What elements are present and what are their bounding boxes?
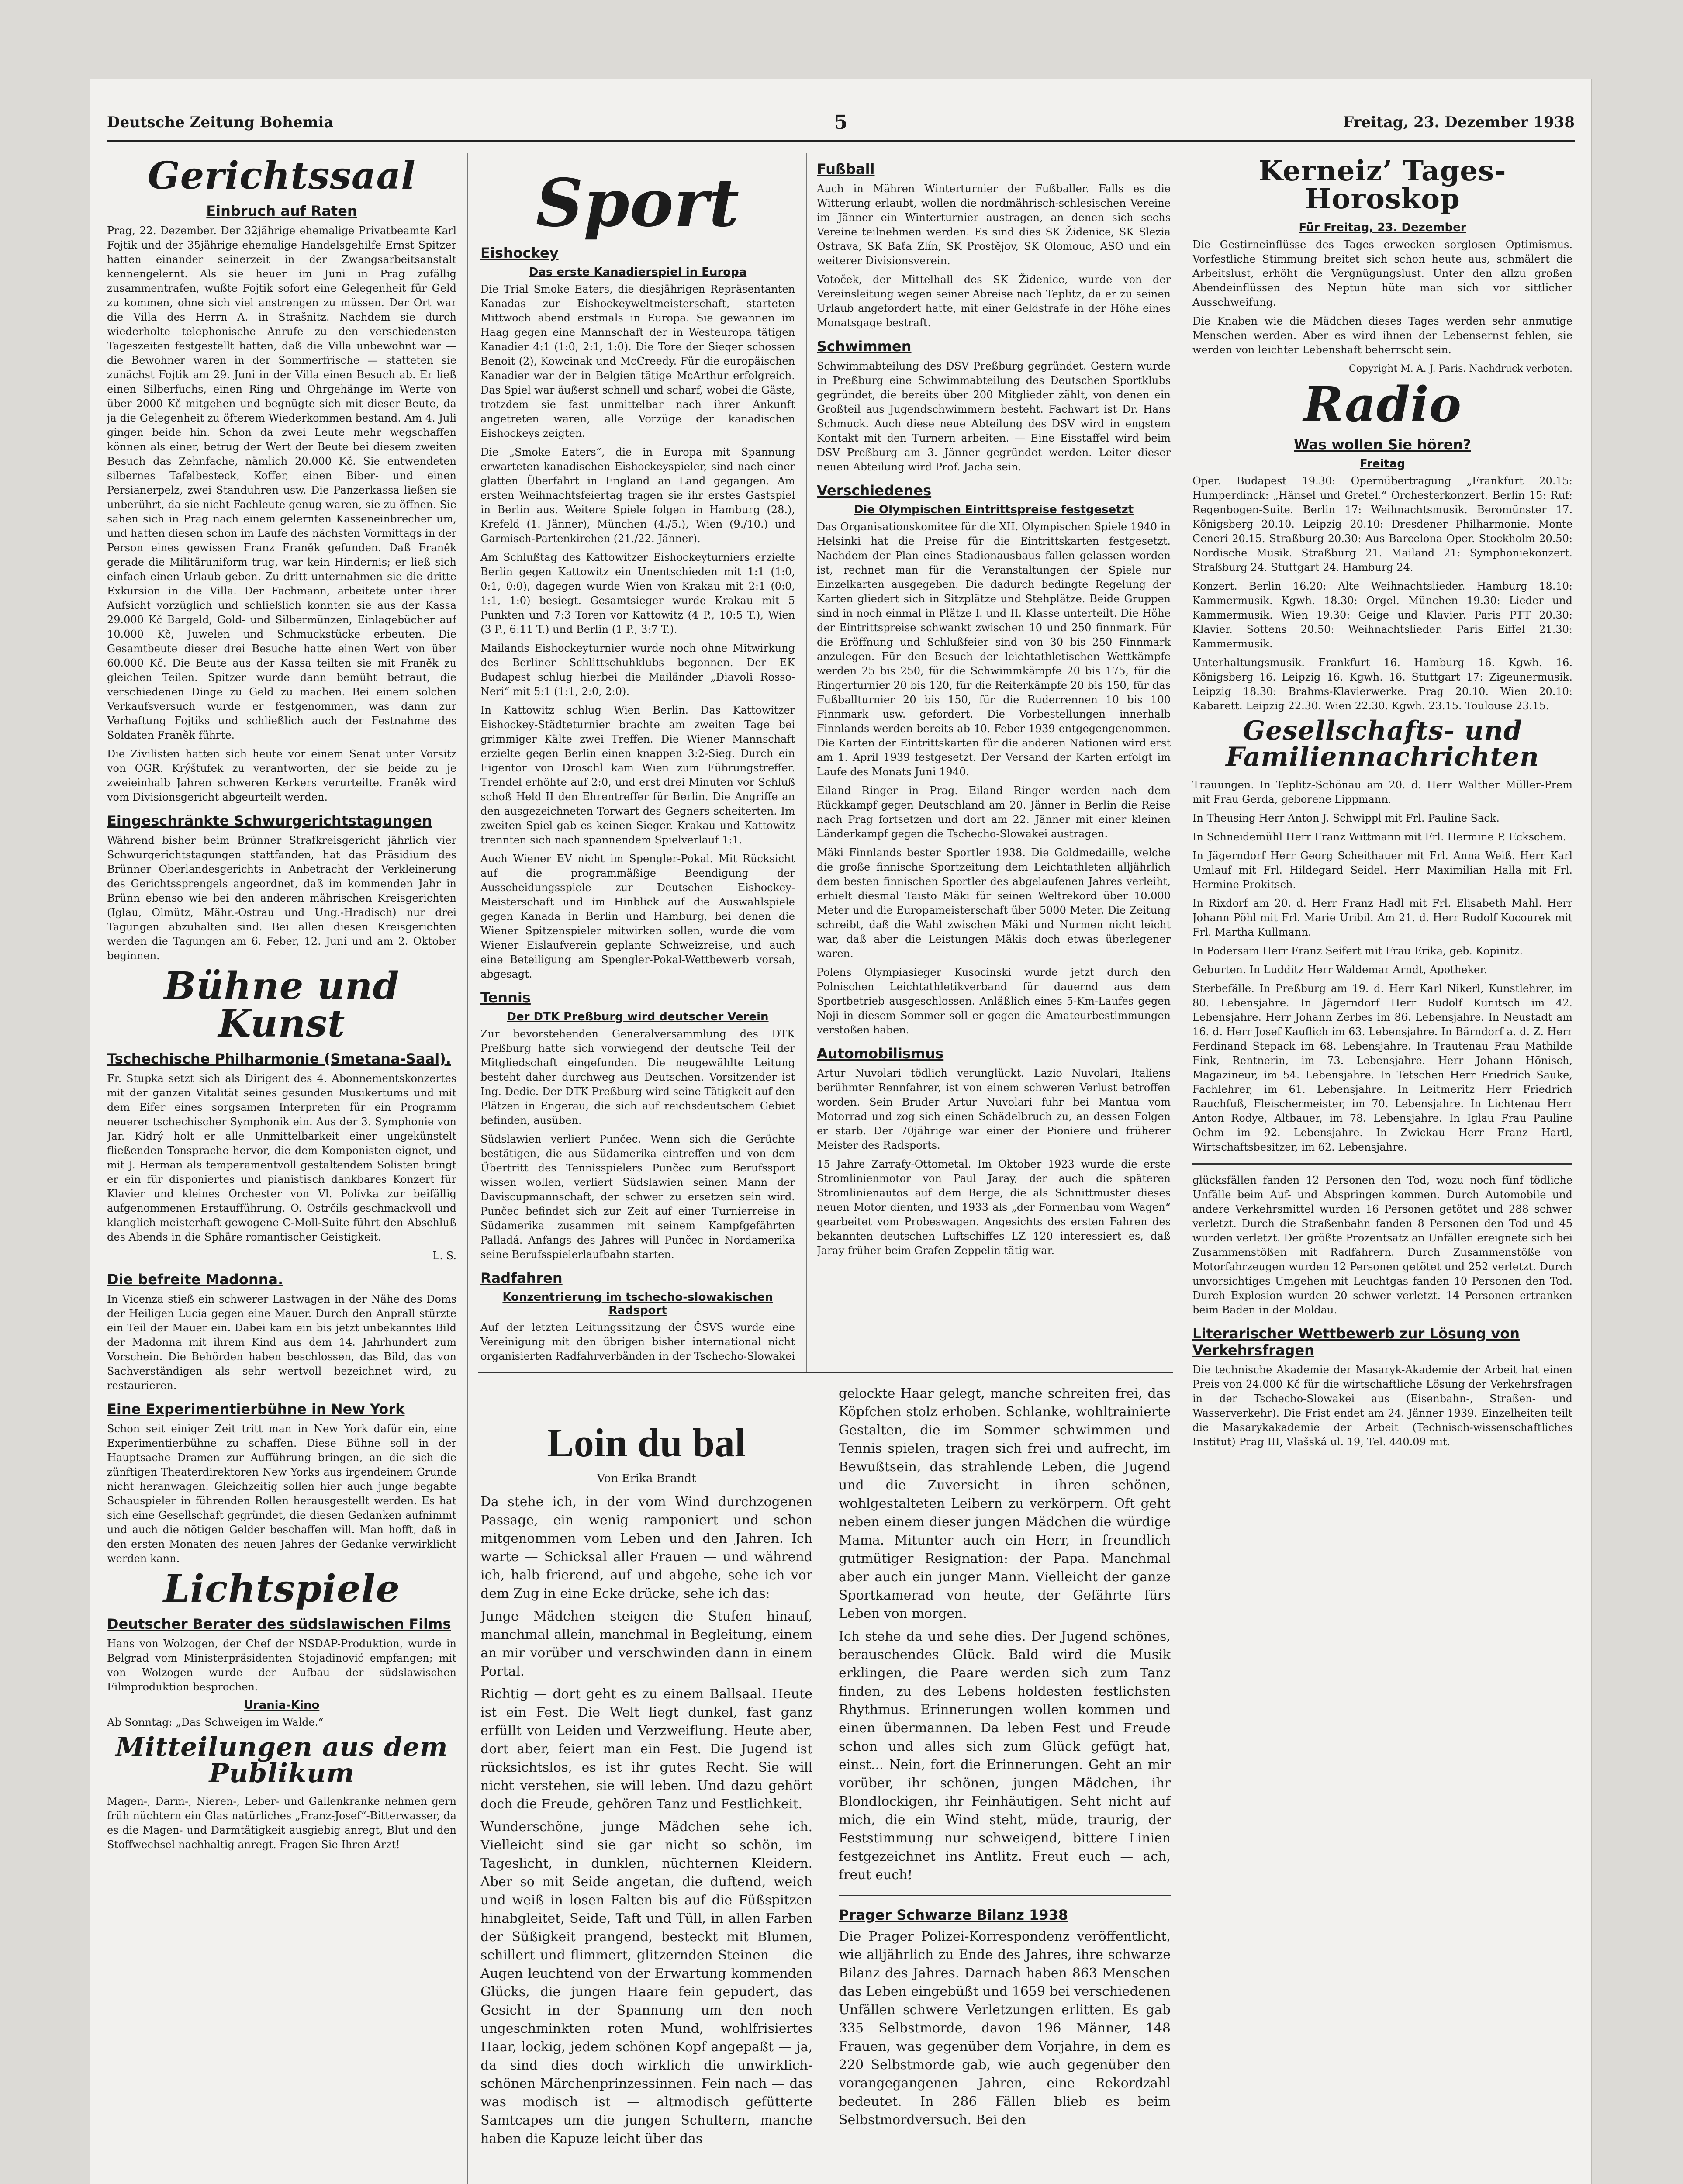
article-headline: Eine Experimentierbühne in New York: [107, 1401, 405, 1417]
section-title-public: Mitteilungen aus dem Publikum: [115, 1732, 448, 1789]
feuilleton-text: Junge Mädchen steigen die Stufen hinauf, manchmal allein, manchmal in Begleitung, einem an mir vorüber und verschwinden dann in einem Portal.: [480, 1609, 812, 1679]
article-text: Magen-, Darm-, Nieren-, Leber- und Gallenkranke nehmen gern früh nüchtern ein Glas natürliches „Franz-Josef“-Bitterwasser, da es die Magen- und Darmtätigkeit ausgiebig anregt, Blut und den Stoffwechsel nachhaltig anregt. Fragen Sie Ihren Arzt!: [107, 1795, 456, 1851]
article-headline: Was wollen Sie hören?: [1294, 436, 1471, 453]
article-headline: Prager Schwarze Bilanz 1938: [839, 1907, 1068, 1923]
section-title-society: Gesellschafts- und Familiennachrichten: [1226, 715, 1539, 772]
page-number: 5: [834, 111, 848, 134]
notice-text: Sterbefälle. In Preßburg am 19. d. Herr Karl Nikerl, Kunstlehrer, im 80. Lebensjahre. In Jägerndorf Herr Rudolf Kunitsch im 42. Lebensjahre. Herr Johann Zerbes im 86. Lebensjahre. In Neustadt am 16. d. Herr Josef Kauflich im 63. Lebensjahre. In Bärndorf a. d. Z. Herr Ferdinand Stepack im 68. Lebensjahre. In Trautenau Frau Mathilde Fink, Rentnerin, im 73. Lebensjahre. Herr Johann Hönisch, Magazineur, im 54. Lebensjahre. In Tetschen Herr Friedrich Sauke, Fachlehrer, im 61. Lebensjahre. In Leitmeritz Herr Friedrich Rauchfuß, Fleischermeister, im 70. Lebensjahre. In Lichtenau Herr Anton Rodye, Altbauer, im 78. Lebensjahre. In Iglau Frau Pauline Oehm im 92. Lebensjahre. In Zwickau Herr Franz Hartl, Wirtschaftsbesitzer, im 62. Lebensjahre.: [1192, 982, 1572, 1153]
feuilleton-column-left: [480, 1385, 812, 2184]
article-headline: Einbruch auf Raten: [206, 203, 357, 219]
article-headline: Das erste Kanadierspiel in Europa: [529, 266, 747, 279]
article-headline: Die befreite Madonna.: [107, 1271, 283, 1288]
article-text: In Vicenza stieß ein schwerer Lastwagen in der Nähe des Doms der Heiligen Lucia gegen eine Mauer. Durch den Anprall stürzte ein Teil der Mauer ein. Dabei kam ein bis jetzt unbekanntes Bild der Madonna mit ihrem Kind aus dem 14. Jahrhundert zum Vorschein. Die Behörden haben beschlossen, das Bild, das von Sachverständigen als sehr wertvoll bezeichnet wird, zu restaurieren.: [107, 1293, 456, 1392]
subsection-title: Radfahren: [480, 1270, 563, 1286]
radio-listing: Oper. Budapest 19.30: Opernübertragung „Frankfurt 20.15: Humperdinck: „Hänsel und Gretel.“ Orchesterkonzert. Berlin 15: Ruf: Regenbogen-Suite. Berlin 17: Weihnachtsmusik. Beromünster 17. Königsberg 20.10. Leipzig 20.10: Dresdener Philharmonie. Monte Ceneri 20.15. Straßburg 20.30: Aus Barcelona Oper. Stockholm 20.50: Nordische Musik. Straßburg 21. Mailand 21: Symphoniekonzert. Straßburg 24. Stuttgart 24. Hamburg 24.: [1192, 475, 1572, 574]
section-title-horoscope: Kerneiz’ Tages-Horoskop: [1258, 155, 1507, 215]
article-headline: Tschechische Philharmonie (Smetana-Saal).: [107, 1051, 451, 1067]
notice-text: In Rixdorf am 20. d. Herr Franz Hadl mit Frl. Elisabeth Mahl. Herr Johann Pöhl mit Frl. Marie Uribil. Am 21. d. Herr Rudolf Kocourek mit Frl. Martha Kullmann.: [1192, 897, 1572, 938]
subsection-title: Automobilismus: [817, 1045, 944, 1062]
article-text: 15 Jahre Zarrafy-Ottometal. Im Oktober 1923 wurde die erste Stromlinienmotor von Paul Jaray, der auch die späteren Stromlinienautos auf dem Berge, die als Schnittmuster dieses neuen Motor dienten, und 1933 als „der Formenbau vom Wagen“ gearbeitet vom Probeswagen. Angesichts des ersten Fahren des bekannten deutschen Luftschiffes LZ 120 interessiert es, daß Jaray früher beim Grafen Zeppelin tätig war.: [817, 1158, 1171, 1257]
section-title-film: Lichtspiele: [163, 1567, 401, 1611]
section-title-court: Gerichtssaal: [148, 154, 416, 198]
article-headline: Die Olympischen Eintrittspreise festgesetzt: [854, 503, 1134, 516]
article-text: Mailands Eishockeyturnier wurde noch ohne Mitwirkung des Berliner Schlittschuhklubs begonnen. Der EK Budapest schlug hierbei die Mailänder „Diavoli Rosso-Neri“ mit 5:1 (1:1, 2:0, 2:0).: [480, 642, 795, 698]
article-text: Artur Nuvolari tödlich verunglückt. Lazio Nuvolari, Italiens berühmter Rennfahrer, ist von einem schweren Verlust betroffen worden. Sein Bruder Artur Nuvolari fuhr bei Mantua vom Motorrad und zog sich einen Schädelbruch zu, an dessen Folgen er starb. Der 70jährige war einer der Pioniere und früherer Meister des Radsports.: [817, 1067, 1171, 1151]
section-title-sport: Sport: [536, 165, 740, 242]
article-rule: [839, 1895, 1171, 1896]
notice-text: In Podersam Herr Franz Seifert mit Frau Erika, geb. Kopinitz.: [1192, 945, 1523, 957]
article-text: Auf der letzten Leitungssitzung der ČSVS wurde eine Vereinigung mit den übrigen bisher international nicht organisierten Radfahrverbänden in der Tschecho-Slowakei: [480, 1321, 795, 1362]
column-horoscope-radio: [1192, 153, 1572, 2184]
feuilleton-text: Ich stehe da und sehe dies. Der Jugend schönes, berauschendes Glück. Bald wird die Musik erklingen, die Paare werden sich zum Tanz finden, zu des Lebens holdesten festlichsten Rhythmus. Erinnerungen wollen kommen und einen übermannen. Da leben Fest und Freude schon und alles sich zum Glück gefügt hat, einst... Nein, fort die Erinnerungen. Geht an mir vorüber, ihr schönen, jungen Mädchen, ihr Blondlockigen, ihr Feinhäutigen. Seht nicht auf mich, die ein Wind steht, müde, traurig, der Feststimmung nur schweigend, bittere Linien festgezeichnet ins Antlitz. Freut euch — ach, freut euch!: [839, 1629, 1171, 1883]
column-rule: [467, 153, 468, 2184]
feuilleton-rule: [478, 1372, 1173, 1373]
subsection-title: Eishockey: [480, 245, 559, 261]
article-text: Die Knaben wie die Mädchen dieses Tages werden sehr anmutige Menschen werden. Aber es wird ihnen der Lebensernst fehlen, sie werden von leichter Lebenshaft beherrscht sein.: [1192, 315, 1572, 356]
article-text: Schwimmabteilung des DSV Preßburg gegründet. Gestern wurde in Preßburg eine Schwimmabteilung des Deutschen Sportklubs gegründet, die bereits über 200 Mitglieder zählt, von denen ein Großteil aus Jugendschwimmern besteht. Fachwart ist Dr. Hans Schmuck. Auch diese neue Abteilung des DSV wird in engstem Kontakt mit den Turnern arbeiten. — Eine Eisstaffel wird beim DSV Preßburg am 3. Jänner gegründet werden. Leiter dieser neuen Abteilung wird Prof. Jacha sein.: [817, 360, 1171, 473]
article-headline: Eingeschränkte Schwurgerichtstagungen: [107, 812, 432, 829]
feuilleton-title: Loin du bal: [547, 1420, 746, 1465]
article-text: Auch Wiener EV nicht im Spengler-Pokal. Mit Rücksicht auf die programmäßige Beendigung der Ausscheidungsspiele zur Deutschen Eishockey-Meisterschaft und im Hinblick auf die Auswahlspiele gegen Kanada in Berlin und Hamburg, bei denen die Wiener Spitzenspieler mitwirken sollen, wurde die vom Wiener Eislaufverein geplante Schweizreise, und auch eine Beteiligung am Spengler-Pokal-Wettbewerb vorsah, abgesagt.: [480, 853, 795, 980]
issue-date: Freitag, 23. Dezember 1938: [1343, 114, 1575, 131]
article-text: Südslawien verliert Punčec. Wenn sich die Gerüchte bestätigen, die aus Südamerika eintreffen und von dem Übertritt des Tennisspielers Punčec zum Berufssport wissen wollen, verliert Südslawien seinen Mann der Daviscupmannschaft, der schwer zu ersetzen sein wird. Punčec befindet sich zur Zeit auf einer Turnierreise in Südamerika zusammen mit seinem Kampfgefährten Palladá. Anfangs des Jahres will Punčec in Nordamerika seine Berufsspielerlaufbahn starten.: [480, 1133, 795, 1261]
newspaper-name: Deutsche Zeitung Bohemia: [107, 114, 334, 131]
feuilleton-text: Da stehe ich, in der vom Wind durchzogenen Passage, ein wenig ramponiert und schon mitgenommen vom Leben und den Jahren. Ich warte — Schicksal aller Frauen — und während ich, halb frierend, auf und abgehe, sehe ich vor dem Zug in eine Ecke drücke, sehe ich das:: [480, 1494, 812, 1601]
article-text: Die „Smoke Eaters“, die in Europa mit Spannung erwarteten kanadischen Eishockeyspieler, sind nach einer glatten Überfahrt in England an Land gegangen. Am ersten Weihnachtsfeiertag tragen sie ihr erstes Gastspiel in Berlin aus. Weitere Spiele folgen in Hamburg (28.), Krefeld (1. Jänner), München (4./5.), Wien (9./10.) und Garmisch-Partenkirchen (21./22. Jänner).: [480, 446, 795, 545]
radio-listing: Unterhaltungsmusik. Frankfurt 16. Hamburg 16. Kgwh. 16. Königsberg 16. Leipzig 16. Kgwh. 16. Stuttgart 17: Zigeunermusik. Leipzig 18.30: Brahms-Klavierwerke. Prag 20.10. Wien 20.10: Kabarett. Leipzig 22.30. Wien 22.30. Kgwh. 23.15. Toulouse 23.15.: [1192, 657, 1572, 712]
article-text: Während bisher beim Brünner Strafkreisgericht jährlich vier Schwurgerichtstagungen stattfanden, hat das Präsidium des Brünner Oberlandesgerichts in Anbetracht der Verkleinerung des Gerichtssprengels angeordnet, daß im kommenden Jahr in Brünn ebenso wie bei den anderen mährischen Kreisgerichten (Iglau, Olmütz, Mähr.-Ostrau und Ung.-Hradisch) nur drei Tagungen abzuhalten sind. Bei allen diesen Kreisgerichten werden die Tagungen am 6. Feber, 12. Juni und am 2. Oktober beginnen.: [107, 834, 456, 962]
author-sign: L. S.: [432, 1250, 456, 1262]
article-headline: Deutscher Berater des südslawischen Films: [107, 1616, 451, 1632]
feuilleton-byline: Von Erika Brandt: [597, 1472, 696, 1485]
column-sport-2: [817, 153, 1171, 1363]
article-text: glücksfällen fanden 12 Personen den Tod, wozu noch fünf tödliche Unfälle beim Auf- und Abspringen kommen. Durch Automobile und andere Verkehrsmittel wurden 16 Personen getötet und 288 schwer verletzt. Durch die Straßenbahn fanden 8 Personen den Tod und 45 wurden verletzt. Der größte Prozentsatz an Unfällen ereignete sich bei Zusammenstößen mit Radfahrern. Durch Zusammenstöße von Motorfahrzeugen wurden 12 Personen getötet und 252 verletzt. Durch unvorsichtiges Umgehen mit Leuchtgas fanden 10 Personen den Tod. Durch Explosion wurden 20 schwer verletzt. 14 Personen ertranken beim Baden in der Moldau.: [1192, 1174, 1572, 1316]
notice-text: In Schneidemühl Herr Franz Wittmann mit Frl. Hermine P. Eckschem.: [1192, 831, 1566, 843]
article-text: Ab Sonntag: „Das Schweigen im Walde.“: [107, 1716, 324, 1728]
section-title-radio: Radio: [1303, 376, 1462, 432]
feuilleton-text: gelockte Haar gelegt, manche schreiten frei, das Köpfchen stolz erhoben. Schlanke, wohltrainierte Gestalten, die im Sommer schwimmen und Tennis spielen, tragen sich frei und aufrecht, im Bewußtsein, das strahlende Leben, die Jugend und die Zuversicht in ihren schönen, wohlgestalteten Leibern zu verkörpern. Oft geht neben einem dieser jungen Mädchen die würdige Mama. Mitunter auch ein Herr, in freundlich gutmütiger Resignation: der Papa. Manchmal aber auch ein junger Mann. Vielleicht der ganze Sportkamerad von heute, der Gefährte fürs Leben von morgen.: [839, 1386, 1171, 1621]
section-title-arts: Bühne und Kunst: [164, 964, 400, 1046]
article-headline: Literarischer Wettbewerb zur Lösung von Verkehrsfragen: [1192, 1325, 1520, 1358]
article-text: Die Gestirneinflüsse des Tages erwecken sorglosen Optimismus. Vorfestliche Stimmung breitet sich schon heute aus, schmälert die Arbeitslust, erhöht die Vergnügungslust. Unter den allzu großen Abendeinflüssen des Neptun hüte man sich vor sittlicher Ausschweifung.: [1192, 238, 1572, 308]
article-text: Die Zivilisten hatten sich heute vor einem Senat unter Vorsitz von OGR. Krýštufek zu verantworten, der sie beide zu je zweieinhalb Jahren schweren Kerkers verurteilte. Franěk wird vom Divisionsgericht abgeurteilt werden.: [107, 748, 456, 803]
article-headline: Für Freitag, 23. Dezember: [1299, 221, 1466, 234]
article-text: Hans von Wolzogen, der Chef der NSDAP-Produktion, wurde in Belgrad vom Ministerpräsidenten Stojadinović empfangen; mit von Wolzogen wurde der Aufbau der südslawischen Filmproduktion besprochen.: [107, 1638, 456, 1693]
article-rule: [1192, 1163, 1572, 1165]
article-text: Die Trial Smoke Eaters, die diesjährigen Repräsentanten Kanadas zur Eishockeyweltmeisterschaft, starteten Mittwoch abend erstmals in Europa. Sie gewannen im Haag gegen eine Mannschaft der in Westeuropa tätigen Kanadier 4:1 (1:0, 2:1, 1:0). Die Tore der Sieger schossen Benoit (2), Kowcinak und McCreedy. Für die europäischen Kanadier war der in Belgien tätige McArthur erfolgreich. Das Spiel war äußerst schnell und scharf, wobei die Gäste, trotzdem sie fast unmittelbar nach ihrer Ankunft angetreten waren, alle Vorzüge der kanadischen Eishockeys zeigten.: [480, 283, 795, 439]
subsection-title: Verschiedenes: [817, 482, 932, 499]
article-text: Die technische Akademie der Masaryk-Akademie der Arbeit hat einen Preis von 24.000 Kč für die wirtschaftliche Lösung der Verkehrsfragen in der Tschecho-Slowakei aus (Eisenbahn-, Straßen- und Wasserverkehr). Die Frist endet am 24. Jänner 1939. Einzelheiten teilt die Masarykakademie der Arbeit (Technisch-wissenschaftliches Institut) Prag III, Vlašská ul. 19, Tel. 440.09 mit.: [1192, 1364, 1572, 1448]
article-text: Schon seit einiger Zeit tritt man in New York dafür ein, eine Experimentierbühne zu schaffen. Diese Bühne soll in der Hauptsache Dramen zur Aufführung bringen, an die sich die zünftigen Theaterdirektoren New Yorks aus irgendeinem Grunde nicht heranwagen. Gleichzeitig sollen hier auch junge begabte Schauspieler in führenden Rollen herausgestellt werden. Es hat sich eine Gesellschaft gegründet, die diesen Gedanken aufnimmt und auch die nötigen Gelder beschaffen will. Man hofft, daß in den ersten Monaten des neuen Jahres der Gedanke verwirklicht werden kann.: [107, 1423, 456, 1565]
notice-text: In Jägerndorf Herr Georg Scheithauer mit Frl. Anna Weiß. Herr Karl Umlauf mit Frl. Hildegard Seidel. Herr Maximilian Halla mit Frl. Hermine Prokitsch.: [1192, 850, 1572, 891]
page-header: [107, 105, 1575, 142]
article-text: Eiland Ringer in Prag. Eiland Ringer werden nach dem Rückkampf gegen Deutschland am 20. Jänner in Berlin die Reise nach Prag fortsetzen und dort am 22. Jänner mit einer kleinen Länderkampf gegen die Tschecho-Slowakei austragen.: [817, 784, 1171, 840]
article-text: Zur bevorstehenden Generalversammlung des DTK Preßburg hatte sich vorwiegend der deutsche Teil der Mitgliedschaft eingefunden. Die neugewählte Leitung besteht daher durchweg aus Deutschen. Vorsitzender ist Ing. Dedic. Der DTK Preßburg wird seine Tätigkeit auf den Plätzen in Engerau, die sich auf reichsdeutschem Gebiet befinden, ausüben.: [480, 1028, 795, 1127]
feuilleton-column-right: [839, 1385, 1171, 2184]
feuilleton-text: Wunderschöne, junge Mädchen sehe ich. Vielleicht sind sie gar nicht so schön, im Tageslicht, in dunklen, nüchternen Kleidern. Aber so mit Seide angetan, die duftend, weich und weiß in losen Falten bis auf die Füßspitzen hinabgleitet, Seide, Taft und Tüll, in allen Farben der Süßigkeit prangend, besteckt mit Blumen, schillert und flimmert, glitzernden Steinen — die Augen leuchtend von der Erwartung kommenden Glücks, die jungen Haare fein gepudert, das Gesicht in der Spannung um den noch ungeschminkten roten Mund, wohlfrisiertes Haar, lockig, jedem schönen Kopf angepaßt — ja, da sind dies doch wirklich die unwirklich-schönen Märchenprinzessinnen. Fein nach — das was modisch ist — altmodisch gefütterte Samtcapes um die jungen Schultern, manche haben die Kapuze leicht über das: [480, 1819, 812, 2146]
column-rule: [806, 153, 807, 1372]
article-text: Das Organisationskomitee für die XII. Olympischen Spiele 1940 in Helsinki hat die Preise für die Eintrittskarten festgesetzt. Nachdem der Plan eines Stadionausbaus fallen gelassen worden ist, rechnet man für die Veranstaltungen der Spiele nur Einzelkarten ausgegeben. Die dadurch bedingte Regelung der Karten gliedert sich in Sitzplätze und Stehplätze. Beide Gruppen sind in noch einmal in Plätze I. und II. Klasse unterteilt. Die Höhe der Eintrittspreise schwankt zwischen 10 und 250 finnmark. Für die Eröffnung und Schlußfeier sind von 30 bis 250 Finnmark anzulegen. Für den Besuch der leichtathletischen Wettkämpfe werden 25 bis 250, für die Schwimmkämpfe 20 bis 175, für die Ringerturnier 20 bis 120, für die Reiterkämpfe 20 bis 150, für das Fußballturnier 20 bis 150, für die Ruderrennen 10 bis 100 Finnmark usw. gefordert. Die Vorbestellungen innerhalb Finnlands werden bereits ab 10. Feber 1939 entgegengenommen. Die Karten der Eintrittskarten für die anderen Nationen wird erst am 1. April 1939 festgesetzt. Der Versand der Karten erfolgt im Laufe des Monats Juni 1940.: [817, 521, 1171, 778]
article-text: Fr. Stupka setzt sich als Dirigent des 4. Abonnementskonzertes mit der ganzen Vitalität seines gesunden Musikertums und mit dem Eifer eines sorgsamen Interpreten für ein Programm neuerer tschechischer Symphonik ein. Aus der 3. Symphonie von Jar. Kidrý holt er alle Unmittelbarkeit einer ungekünstelt fließenden Tonsprache hervor, die dem Komponisten eignet, und mit J. Herman als temperamentvoll gestaltendem Solisten bringt er ein für disponiertes und pianistisch dankbares Konzert für Klavier und kleines Orchester von Vl. Polívka zur beifällig aufgenommenen Erstaufführung. O. Ostrčils geschmackvoll und klanglich meisterhaft gewogene C-Moll-Suite führt den Abschluß des Abends in die Sphäre romantischer Geistigkeit.: [107, 1072, 456, 1243]
column-court-arts: [107, 153, 456, 2184]
notice-text: Geburten. In Ludditz Herr Waldemar Arndt, Apotheker.: [1192, 964, 1487, 976]
newspaper-page: [90, 79, 1592, 2184]
notice-text: In Theusing Herr Anton J. Schwippl mit Frl. Pauline Sack.: [1192, 812, 1500, 824]
feuilleton-text: Richtig — dort geht es zu einem Ballsaal. Heute ist ein Fest. Die Welt liegt dunkel, fast ganz erfüllt von Leiden und Verzweiflung. Heute aber, dort aber, feiert man ein Fest. Die Jugend ist rücksichtslos, es ist ihr gutes Recht. Sie will nicht verstehen, sie will leben. Und dazu gehört doch die Freude, gehören Tanz und Festlichkeit.: [480, 1686, 812, 1812]
subsection-title: Schwimmen: [817, 338, 912, 355]
article-headline: Konzentrierung im tschecho-slowakischen Radsport: [502, 1291, 773, 1317]
article-headline: Urania-Kino: [244, 1699, 320, 1712]
subsection-title: Tennis: [480, 989, 531, 1006]
article-text: Die Prager Polizei-Korrespondenz veröffentlicht, wie alljährlich zu Ende des Jahres, ihre schwarze Bilanz des Jahres. Darnach haben 863 Menschen das Leben eingebüßt und 1659 bei verschiedenen Unfällen schwere Verletzungen erlitten. Es gab 335 Selbstmorde, davon 196 Männer, 148 Frauen, was gegenüber dem Vorjahre, in dem es 220 Selbstmorde gab, wie auch gegenüber den vorangegangenen Jahren, eine Rekordzahl bedeutet. In 286 Fällen blieb es beim Selbstmordversuch. Bei den: [839, 1929, 1171, 2128]
article-headline: Der DTK Preßburg wird deutscher Verein: [507, 1010, 769, 1023]
copyright-note: Copyright M. A. J. Paris. Nachdruck verboten.: [1348, 363, 1572, 374]
article-text: Mäki Finnlands bester Sportler 1938. Die Goldmedaille, welche die große finnische Sportzeitung dem Leichtathleten alljährlich dem besten finnischen Sportler des abgelaufenen Jahres verleiht, erhielt diesmal Taisto Mäki für seinen Weltrekord über 10.000 Meter und die Europameisterschaft über 5000 Meter. Die Zeitung schreibt, daß die Wahl zwischen Mäki und Nurmen nicht leicht war, daß aber die Leistungen Mäkis doch etwas überlegener waren.: [817, 847, 1171, 960]
article-text: Am Schlußtag des Kattowitzer Eishockeyturniers erzielte Berlin gegen Kattowitz ein Unentschieden mit 1:1 (1:0, 0:1, 0:0), dagegen wurde Wien von Krakau mit 2:1 (0:0, 1:1, 1:0) besiegt. Gesamtsieger wurde Krakau mit 5 Punkten und 7:3 Toren vor Kattowitz (4 P., 10:5 T.), Wien (3 P., 6:11 T.) und Berlin (1 P., 3:7 T.).: [480, 551, 795, 636]
article-text: Polens Olympiasieger Kusocinski wurde jetzt durch den Polnischen Leichtathletikverband für dauernd aus dem Sportbetrieb ausgeschlossen. Anläßlich eines 5-Km-Laufes gegen Noji in diesem Sommer soll er gegen die Amateurbestimmungen verstoßen haben.: [817, 966, 1171, 1036]
feuilleton: [480, 1385, 1171, 2184]
column-sport: [480, 153, 795, 1363]
article-text: Votoček, der Mittelhall des SK Židenice, wurde von der Vereinsleitung wegen seiner Abreise nach Teplitz, da er zu seinen Urlaub angefordert hatte, mit einer Geldstrafe in der Höhe eines Monatsgage bestraft.: [817, 273, 1171, 329]
article-text: Prag, 22. Dezember. Der 32jährige ehemalige Privatbeamte Karl Fojtik und der 35jährige ehemalige Handelsgehilfe Ernst Spitzer hatten einander seinerzeit in der Zwangsarbeitsanstalt kennengelernt. Als sie heuer im Juni in Prag zufällig zusammentrafen, wußte Fojtik sofort eine Gelegenheit für Geld zu kommen, ohne sich viel anstrengen zu müssen. Der Ort war die Villa des Herrn A. in Strašnitz. Nachdem sie durch wiederholte telephonische Anrufe zu den verschiedensten Tageszeiten festgestellt hatten, daß die Villa unbewohnt war — die Bewohner waren in der Sommerfrische — statteten sie zunächst Fojtik am 29. Juni in der Villa einen Besuch ab. Er ließ einen Silberfuchs, einen Ring und Ohrgehänge im Werte von über 2000 Kč mitgehen und begnügte sich mit dieser Beute, da ja die Gelegenheit zu öfterem Wiederkommen bestand. Am 4. Juli gingen beide hin. Schon da zwei Leute mehr wegschaffen können als einer, betrug der Wert der Beute bei diesem zweiten Besuch das Zehnfache, nämlich 20.000 Kč. Sie entwendeten silbernes Tafelbesteck, Koffer, einen Biber- und einen Persianerpelz, zwei Standuhren usw. Die Panzerkassa ließen sie unberührt, da sie nicht Fachleute genug waren, sie zu öffnen. Sie sahen sich in Prag nach einem gelernten Kasseneinbrecher um, und hatten diesen schon im Laufe des nächsten Vormittags in der Person eines gewissen Franz Franěk gefunden. Daß Franěk gerade die Militäruniform trug, war kein Hindernis; er ließ sich einfach einen Urlaub geben. Zu dritt unternahmen sie die dritte Exkursion in die Villa. Der Fachmann, arbeitete unter ihrer Aufsicht vorzüglich und schließlich konnten sie aus der Kassa 29.000 Kč Bargeld, Gold- und Silbermünzen, Einlagebücher auf 10.000 Kč, Juwelen und Schmuckstücke erbeuten. Die Gesamtbeute dieser drei Besuche hatte einen Wert von über 60.000 Kč. Die Beute aus der Kassa teilten sie mit Franěk zu gleichen Teilen. Spitzer wurde dann bemüht betraut, die verschiedenen Dinge zu Geld zu machen. Bei einem solchen Verkaufsversuch wurde er festgenommen, was dann zur Verhaftung Fojtiks und schließlich auch der Festnahme des Soldaten Franěk führte.: [107, 225, 456, 741]
day-label: Freitag: [1359, 457, 1406, 470]
notice-text: Trauungen. In Teplitz-Schönau am 20. d. Herr Walther Müller-Prem mit Frau Gerda, geborene Lippmann.: [1192, 779, 1572, 805]
subsection-title: Fußball: [817, 161, 875, 177]
radio-listing: Konzert. Berlin 16.20: Alte Weihnachtslieder. Hamburg 18.10: Kammermusik. Kgwh. 18.30: Orgel. München 19.30: Lieder und Kammermusik. Wien 19.30: Geige und Klavier. Paris PTT 20.30: Klavier. Sottens 20.50: Weihnachtslieder. Paris Eiffel 21.30: Kammermusik.: [1192, 580, 1572, 650]
article-text: In Kattowitz schlug Wien Berlin. Das Kattowitzer Eishockey-Städteturnier brachte am zweiten Tage bei grimmiger Kälte zwei Treffen. Die Wiener Mannschaft erzielte gegen Berlin einen knappen 3:2-Sieg. Durch ein Eigentor von Droschl kam Wien zum Führungstreffer. Trendel erhöhte auf 2:0, und erst drei Minuten vor Schluß schoß Held II den Ehrentreffer für Berlin. Die Angriffe an den ausgezeichneten Torwart des Gegners scheiterten. Im zweiten Spiel gab es keinen Sieger. Krakau und Kattowitz trennten sich nach spannendem Spielverlauf 1:1.: [480, 704, 795, 846]
article-text: Auch in Mähren Winterturnier der Fußballer. Falls es die Witterung erlaubt, wollen die nordmährisch-schlesischen Vereine im Jänner ein Winterturnier austragen, an denen sich sechs Vereine teilnehmen werden. Es sind dies SK Židenice, SK Slezia Ostrava, SK Baťa Zlín, SK Prostějov, SK Olomouc, ASO und ein weiterer Divisionsverein.: [817, 183, 1171, 267]
